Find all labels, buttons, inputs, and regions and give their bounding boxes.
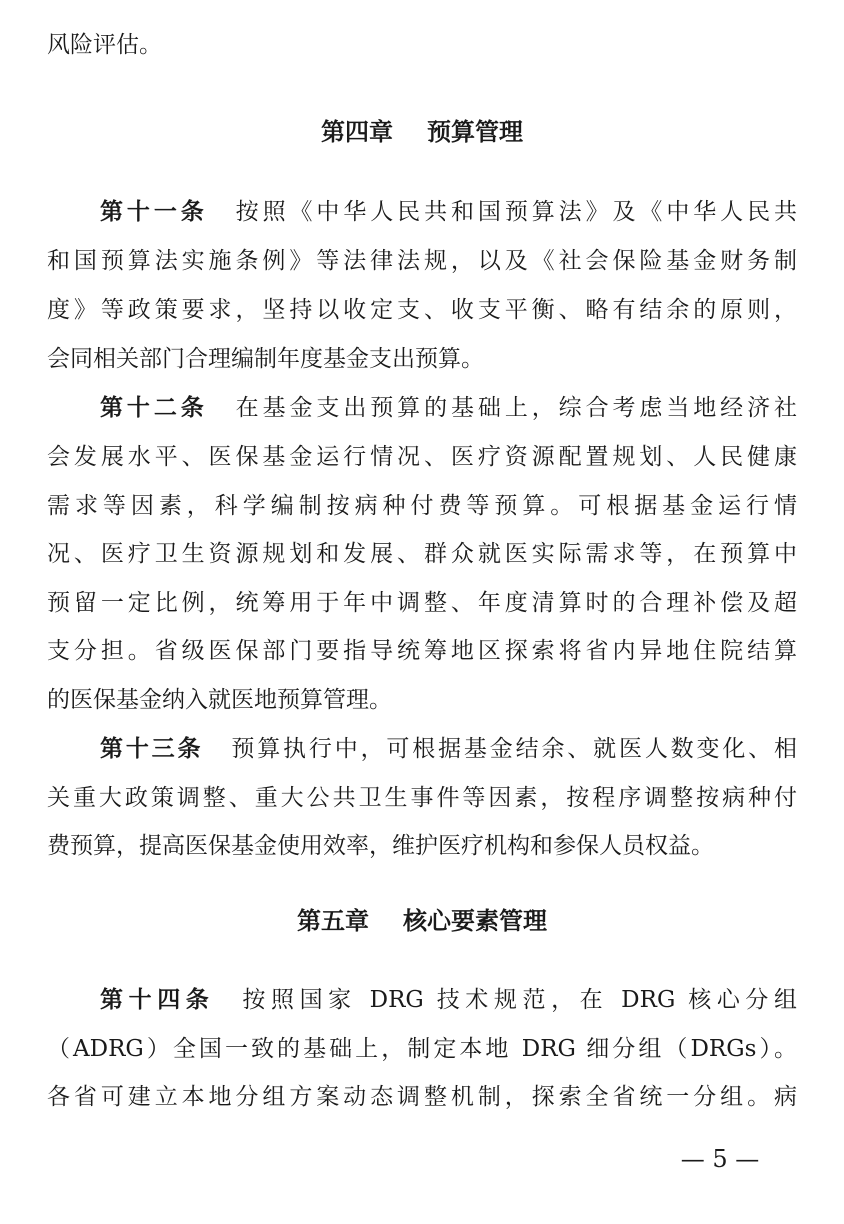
chapter-number: 第五章	[297, 907, 369, 935]
chapter-title: 核心要素管理	[403, 907, 547, 935]
line-text: 费预算，提高医保基金使用效率，维护医疗机构和参保人员权益。	[47, 833, 714, 859]
text-line	[47, 488, 797, 524]
text-line	[47, 27, 797, 63]
line-text: 按照《中华人民共和国预算法》及《中华人民共	[235, 199, 797, 225]
article-label: 第十三条	[100, 736, 204, 762]
line-text: 的医保基金纳入就医地预算管理。	[47, 687, 392, 713]
text-line	[47, 780, 797, 816]
text-line	[47, 585, 797, 621]
line-text: 各省可建立本地分组方案动态调整机制，探索全省统一分组。病	[47, 1084, 797, 1110]
line-text: 关重大政策调整、重大公共卫生事件等因素，按程序调整按病种付	[47, 785, 797, 811]
article-first-line	[100, 982, 797, 1018]
text-line	[47, 682, 797, 718]
line-text: 预留一定比例，统筹用于年中调整、年度清算时的合理补偿及超	[47, 590, 797, 616]
line-text: 况、医疗卫生资源规划和发展、群众就医实际需求等，在预算中	[47, 541, 797, 567]
line-text: 预算执行中，可根据基金结余、就医人数变化、相	[231, 736, 797, 762]
article-label: 第十二条	[100, 395, 208, 421]
chapter-heading	[0, 903, 844, 939]
article-first-line	[100, 194, 797, 230]
line-text: 和国预算法实施条例》等法律法规，以及《社会保险基金财务制	[47, 248, 797, 274]
text-line	[47, 439, 797, 475]
text-line	[47, 633, 797, 669]
line-text: 需求等因素，科学编制按病种付费等预算。可根据基金运行情	[47, 493, 797, 519]
line-text: 会同相关部门合理编制年度基金支出预算。	[47, 346, 484, 372]
text-line	[47, 341, 797, 377]
text-line	[47, 828, 797, 864]
chapter-heading	[0, 114, 844, 150]
text-line	[47, 1031, 797, 1067]
line-text: 会发展水平、医保基金运行情况、医疗资源配置规划、人民健康	[47, 444, 797, 470]
text-line	[47, 536, 797, 572]
article-label: 第十四条	[100, 987, 215, 1013]
article-first-line	[100, 731, 797, 767]
line-text: 风险评估。	[47, 32, 162, 58]
text-line	[47, 243, 797, 279]
line-text: （ADRG）全国一致的基础上，制定本地 DRG 细分组（DRGs）。	[47, 1036, 797, 1062]
article-first-line	[100, 390, 797, 426]
page-number: — 5 —	[680, 1145, 760, 1173]
line-text: 按照国家 DRG 技术规范，在 DRG 核心分组	[242, 987, 797, 1013]
line-text: 度》等政策要求，坚持以收定支、收支平衡、略有结余的原则，	[47, 297, 797, 323]
line-text: 支分担。省级医保部门要指导统筹地区探索将省内异地住院结算	[47, 638, 797, 664]
text-line	[47, 292, 797, 328]
chapter-number: 第四章	[321, 118, 393, 146]
line-text: 在基金支出预算的基础上，综合考虑当地经济社	[235, 395, 797, 421]
text-line	[47, 1079, 797, 1115]
chapter-title: 预算管理	[427, 118, 523, 146]
article-label: 第十一条	[100, 199, 208, 225]
